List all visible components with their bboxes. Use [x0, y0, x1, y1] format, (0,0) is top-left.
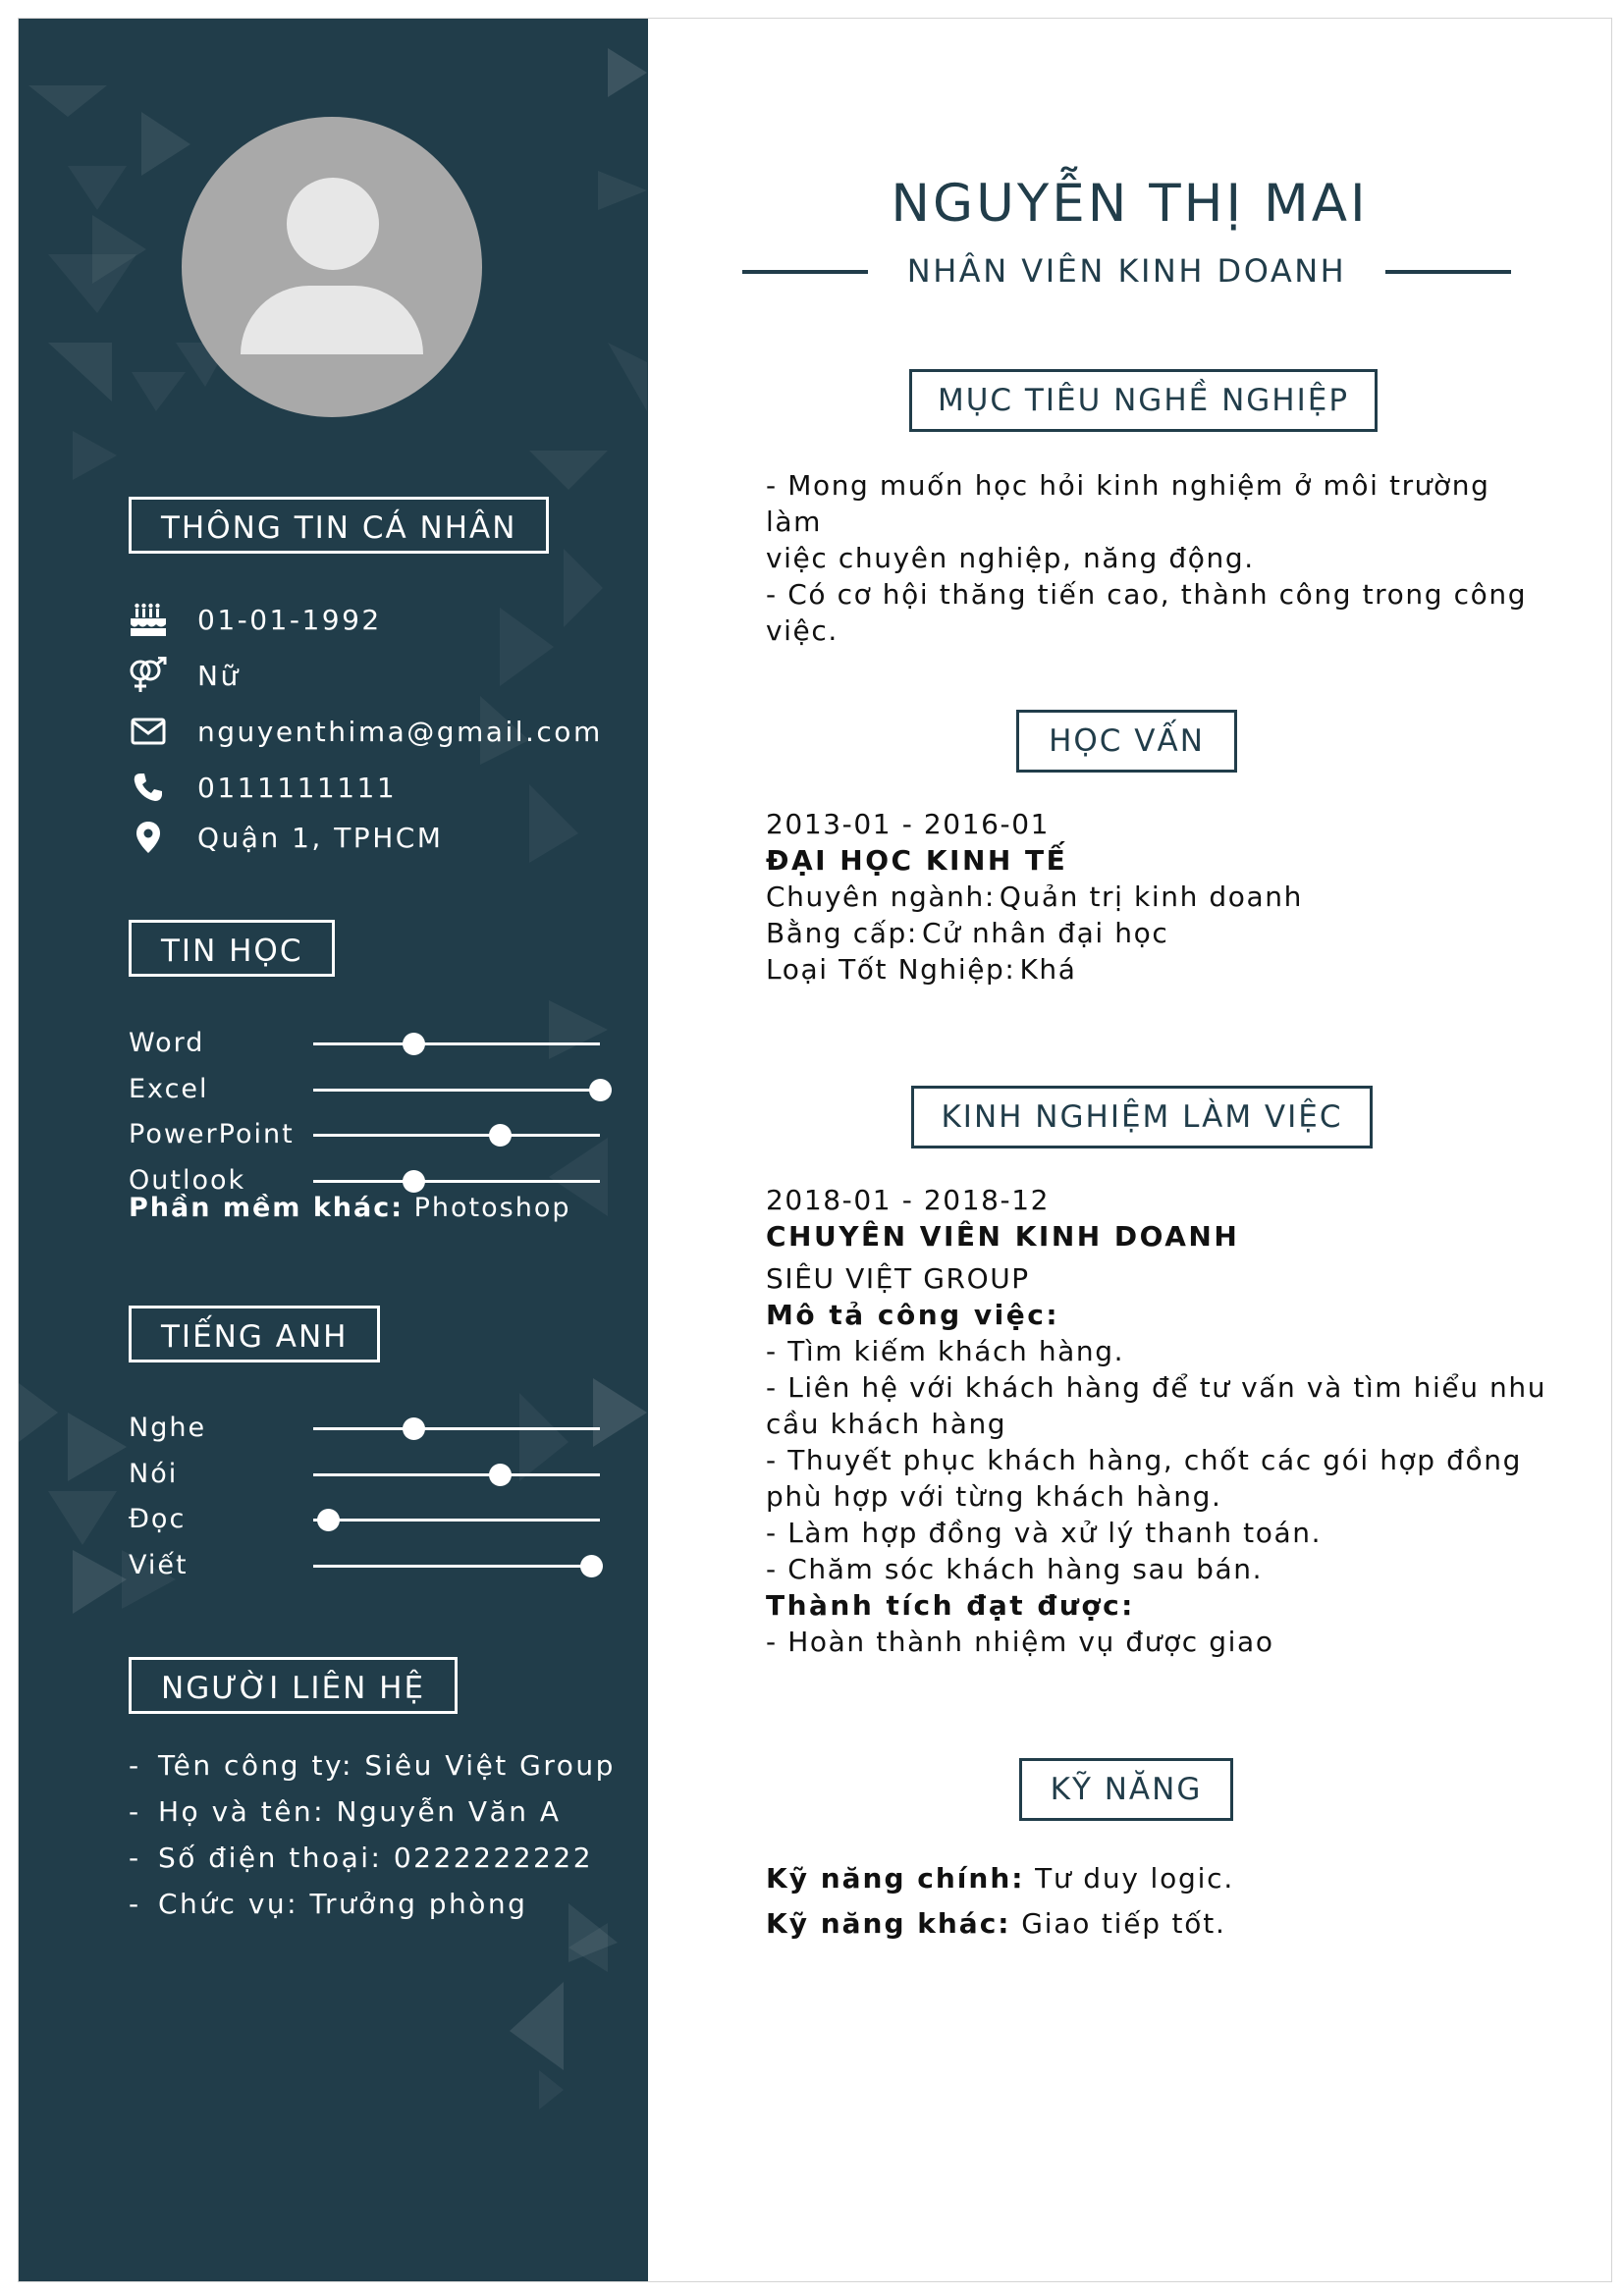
english-skill-row — [129, 1455, 600, 1494]
it-skill-label: PowerPoint — [129, 1119, 295, 1149]
info-birthday — [129, 600, 382, 639]
english-skill-row — [129, 1546, 600, 1585]
education-grade: Loại Tốt Nghiệp: Khá — [766, 953, 1077, 986]
it-skill-label: Excel — [129, 1073, 209, 1104]
english-skill-slider[interactable] — [313, 1565, 600, 1568]
contact-item: - Tên công ty: Siêu Việt Group — [129, 1749, 616, 1782]
experience-desc-label: Mô tả công việc: — [766, 1299, 1060, 1331]
experience-achieve-label: Thành tích đạt được: — [766, 1589, 1135, 1622]
contact-item: - Họ và tên: Nguyễn Văn A — [129, 1795, 562, 1828]
objective-text: - Mong muốn học hỏi kinh nghiệm ở môi trường làm việc chuyên nghiệp, năng động. - Có cơ hội thăng tiến cao, thành công trong công việc. — [766, 469, 1528, 647]
it-skill-slider-knob[interactable] — [489, 1124, 512, 1147]
avatar — [182, 117, 482, 417]
skills-heading: KỸ NĂNG — [1019, 1758, 1233, 1821]
candidate-name: NGUYỄN THỊ MAI — [891, 174, 1369, 234]
english-heading: TIẾNG ANH — [129, 1306, 380, 1362]
contact-list — [129, 1742, 616, 1927]
it-skill-label: Word — [129, 1028, 205, 1058]
info-address — [129, 818, 443, 857]
it-skill-slider[interactable] — [313, 1089, 600, 1092]
location-pin-icon — [129, 818, 168, 857]
experience-role: CHUYÊN VIÊN KINH DOANH — [766, 1220, 1240, 1253]
info-gender — [129, 656, 241, 695]
it-skill-row — [129, 1070, 600, 1109]
position-text: NHÂN VIÊN KINH DOANH — [906, 252, 1347, 290]
english-skill-label: Nghe — [129, 1413, 207, 1443]
contact-heading: NGƯỜI LIÊN HỆ — [129, 1657, 458, 1714]
english-skill-slider-knob[interactable] — [317, 1509, 340, 1531]
email-text: nguyenthima@gmail.com — [197, 715, 603, 748]
english-skill-slider[interactable] — [313, 1519, 600, 1522]
english-skill-slider[interactable] — [313, 1427, 600, 1430]
other-software-label: Phần mềm khác: — [129, 1193, 405, 1223]
it-skill-slider-knob[interactable] — [589, 1079, 612, 1101]
skills-other: Kỹ năng khác: Giao tiếp tốt. — [766, 1907, 1226, 1940]
education-period: 2013-01 - 2016-01 — [766, 808, 1051, 840]
address-text: Quận 1, TPHCM — [197, 821, 444, 854]
education-school: ĐẠI HỌC KINH TẾ — [766, 844, 1068, 877]
education-major: Chuyên ngành: Quản trị kinh doanh — [766, 881, 1303, 913]
education-heading: HỌC VẤN — [1016, 710, 1237, 773]
education-text — [766, 806, 1551, 988]
skills-main: Kỹ năng chính: Tư duy logic. — [766, 1862, 1235, 1895]
it-skill-slider-knob[interactable] — [403, 1033, 425, 1055]
resume-page — [18, 18, 1612, 2282]
birthday-text: 01-01-1992 — [197, 603, 382, 636]
phone-text: 0111111111 — [197, 771, 398, 804]
it-skill-label: Outlook — [129, 1164, 246, 1196]
english-skill-slider-knob[interactable] — [580, 1555, 603, 1577]
other-software — [129, 1193, 570, 1223]
it-skill-slider[interactable] — [313, 1042, 600, 1045]
contact-item: - Số điện thoại: 0222222222 — [129, 1842, 594, 1874]
gender-text: Nữ — [197, 659, 241, 692]
it-skill-row — [129, 1024, 600, 1063]
divider-right — [1385, 270, 1511, 274]
it-skill-row — [129, 1115, 600, 1154]
sidebar — [19, 19, 648, 2281]
other-software-value: Photoshop — [413, 1193, 571, 1223]
info-phone — [129, 768, 397, 807]
english-skill-label: Viết — [129, 1549, 189, 1580]
birthday-cake-icon — [129, 600, 168, 639]
experience-period: 2018-01 - 2018-12 — [766, 1184, 1051, 1216]
gender-icon — [129, 656, 168, 695]
envelope-icon — [129, 712, 168, 751]
english-skill-slider[interactable] — [313, 1473, 600, 1476]
position-title — [742, 246, 1511, 295]
phone-icon — [129, 768, 168, 807]
it-skills-heading: TIN HỌC — [129, 920, 335, 977]
english-skill-slider-knob[interactable] — [489, 1464, 512, 1486]
it-skill-slider-knob[interactable] — [403, 1170, 425, 1193]
experience-text: 2018-01 - 2018-12 CHUYÊN VIÊN KINH DOANH SIÊU VIỆT GROUP Mô tả công việc: - Tìm kiếm khách hàng. - Liên hệ với khách hàng để tư vấn và tìm hiểu nhu cầu khách hàng - Thuyết phục khách hàng, chốt các gói hợp đồng phù hợp với từng khách hàng. - Làm hợp đồng và xử lý thanh toán. - Chăm sóc khách hàng sau bán. Thành tích đạt được: - Hoàn thành nhiệm vụ được giao — [766, 1182, 1551, 1660]
personal-info-heading: THÔNG TIN CÁ NHÂN — [129, 497, 549, 554]
it-skill-slider[interactable] — [313, 1180, 600, 1183]
education-degree: Bằng cấp: Cử nhân đại học — [766, 917, 1169, 949]
english-skill-label: Nói — [129, 1458, 179, 1489]
info-email — [129, 712, 603, 751]
experience-company: SIÊU VIỆT GROUP — [766, 1262, 1030, 1295]
english-skill-slider-knob[interactable] — [403, 1417, 425, 1440]
english-skill-row — [129, 1500, 600, 1539]
main-content — [648, 19, 1611, 2281]
it-skill-slider[interactable] — [313, 1134, 600, 1137]
english-skill-label: Đọc — [129, 1504, 187, 1534]
objective-heading: MỤC TIÊU NGHỀ NGHIỆP — [909, 369, 1378, 432]
experience-heading: KINH NGHIỆM LÀM VIỆC — [911, 1086, 1373, 1148]
english-skill-row — [129, 1409, 600, 1448]
contact-item: - Chức vụ: Trưởng phòng — [129, 1888, 528, 1920]
